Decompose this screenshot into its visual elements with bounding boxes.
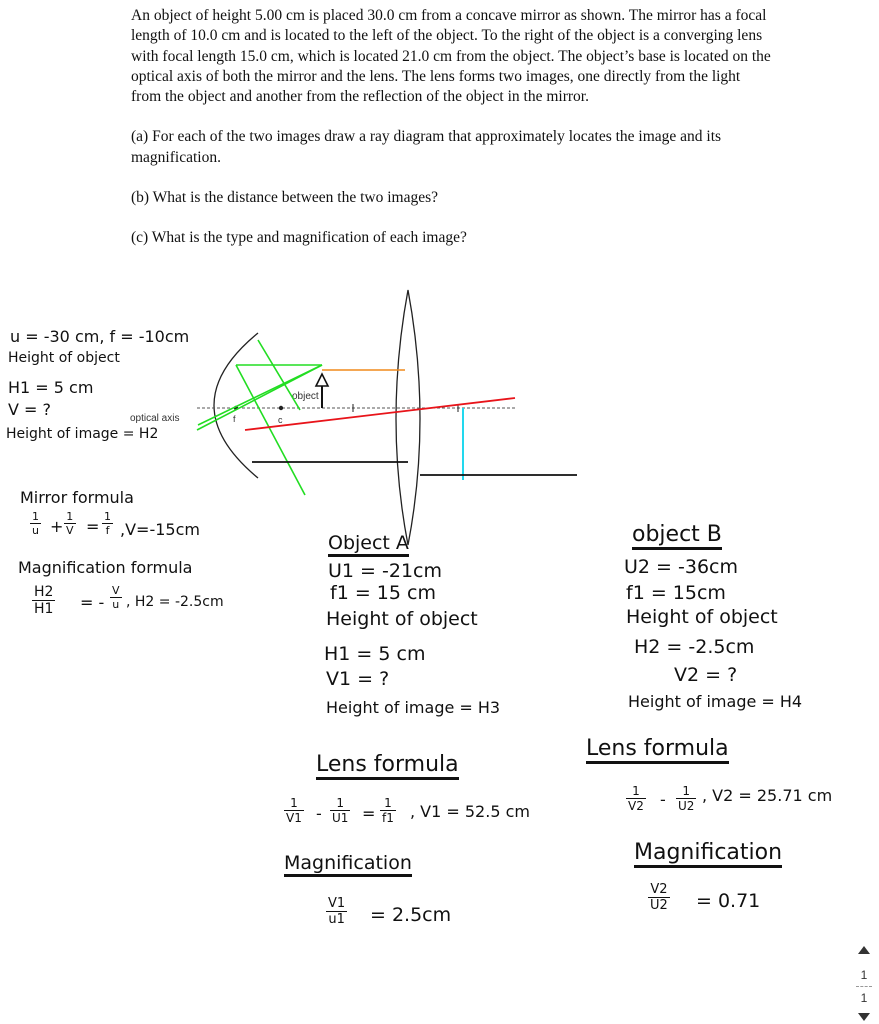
object-arrow-head — [316, 374, 328, 386]
frac-v2-over-u2: $\frac{V2}{U2}$ — [650, 882, 668, 913]
object-a-mag-result: = 2.5cm — [370, 904, 452, 926]
converging-lens — [396, 290, 420, 545]
note-height-image: Height of image = H2 — [6, 426, 159, 442]
mag-result: , H2 = -2.5cm — [126, 594, 224, 610]
object-b-v2: V2 = ? — [674, 664, 738, 686]
frac-1-over-f: $\frac{1}{f}$ — [104, 510, 111, 537]
object-b-u2: U2 = -36cm — [624, 556, 738, 578]
frac-1-over-v1: $\frac{1}{V1}$ — [286, 796, 302, 825]
object-b-title: object B — [632, 522, 722, 550]
f-label: f — [233, 414, 236, 424]
page-navigator — [853, 940, 875, 1024]
object-a-v1: V1 = ? — [326, 668, 390, 690]
frac-1-over-u: $\frac{1}{u}$ — [32, 510, 39, 537]
problem-part-c: (c) What is the type and magnification of each image? — [131, 229, 467, 247]
object-b-height-image: Height of image = H4 — [628, 692, 803, 711]
frac-1-over-u1: $\frac{1}{U1}$ — [332, 796, 349, 825]
page-up-icon[interactable] — [858, 946, 870, 954]
object-b-magnification-title: Magnification — [634, 840, 782, 868]
optical-axis-label: optical axis — [130, 413, 180, 424]
note-v: V = ? — [8, 400, 52, 419]
note-h1: H1 = 5 cm — [8, 378, 94, 397]
mirror-result: ,V=-15cm — [120, 520, 200, 539]
object-b-f1: f1 = 15cm — [626, 582, 726, 604]
frac-1-over-f1: $\frac{1}{f1}$ — [382, 796, 394, 825]
object-a-title: Object A — [328, 532, 409, 557]
object-b-height-object: Height of object — [626, 606, 778, 628]
plus-sign: + — [50, 517, 64, 536]
minus-sign: - — [660, 790, 666, 809]
object-label: object — [292, 391, 319, 402]
minus-sign: - — [316, 804, 322, 823]
note-height-object: Height of object — [8, 350, 120, 366]
page-down-icon[interactable] — [858, 1013, 870, 1021]
object-a-height-object: Height of object — [326, 608, 478, 630]
frac-v1-over-u1: $\frac{V1}{u1}$ — [328, 896, 346, 927]
current-page: 1 — [860, 968, 868, 982]
problem-part-a: (a) For each of the two images draw a ray diagram that approximately locates the image and its magnification. — [131, 128, 722, 166]
green-ray — [258, 340, 300, 410]
mirror-formula-title: Mirror formula — [20, 488, 134, 507]
total-pages: 1 — [860, 991, 868, 1005]
object-b-lens-result: , V2 = 25.71 cm — [702, 786, 833, 805]
page-separator — [856, 986, 872, 987]
object-a-lens-formula-title: Lens formula — [316, 752, 459, 780]
equals-sign: = — [362, 804, 376, 823]
magnification-formula-title: Magnification formula — [18, 558, 193, 577]
concave-mirror — [214, 333, 258, 478]
frac-1-over-u2: $\frac{1}{U2}$ — [678, 784, 695, 813]
object-a-lens-result: , V1 = 52.5 cm — [410, 802, 530, 821]
center-of-curvature — [279, 406, 283, 410]
frac-v-over-u: $\frac{V}{u}$ — [112, 584, 120, 611]
problem-part-b: (b) What is the distance between the two images? — [131, 189, 439, 207]
object-b-mag-result: = 0.71 — [696, 890, 761, 912]
red-ray — [245, 398, 515, 430]
object-b-lens-formula-title: Lens formula — [586, 736, 729, 764]
object-a-u1: U1 = -21cm — [328, 560, 442, 582]
frac-1-over-v: $\frac{1}{V}$ — [66, 510, 74, 537]
note-given-values: u = -30 cm, f = -10cm — [10, 327, 190, 346]
object-a-magnification-title: Magnification — [284, 852, 412, 877]
object-a-h1: H1 = 5 cm — [324, 643, 426, 665]
object-b-h2: H2 = -2.5cm — [634, 636, 755, 658]
object-a-f1: f1 = 15 cm — [330, 582, 436, 604]
c-label: c — [278, 415, 283, 425]
equals-minus: = - — [80, 593, 105, 612]
frac-1-over-v2: $\frac{1}{V2}$ — [628, 784, 644, 813]
problem-intro: An object of height 5.00 cm is placed 30.0 cm from a concave mirror as shown. The mirror has a focal length of 10.0 cm and is located to the left of the object. To the right of the object is a converging lens with focal length 15.0 cm, which is located 21.0 cm from the object. The object’s base is located on the optical axis of both the mirror and the lens. The lens forms two images, one directly from the light from the object and another from the reflection of the object in the mirror. — [131, 7, 771, 106]
equals-sign: = — [86, 517, 100, 536]
object-a-height-image: Height of image = H3 — [326, 698, 501, 717]
frac-h2-over-h1: $\frac{H2}{H1}$ — [34, 584, 54, 617]
